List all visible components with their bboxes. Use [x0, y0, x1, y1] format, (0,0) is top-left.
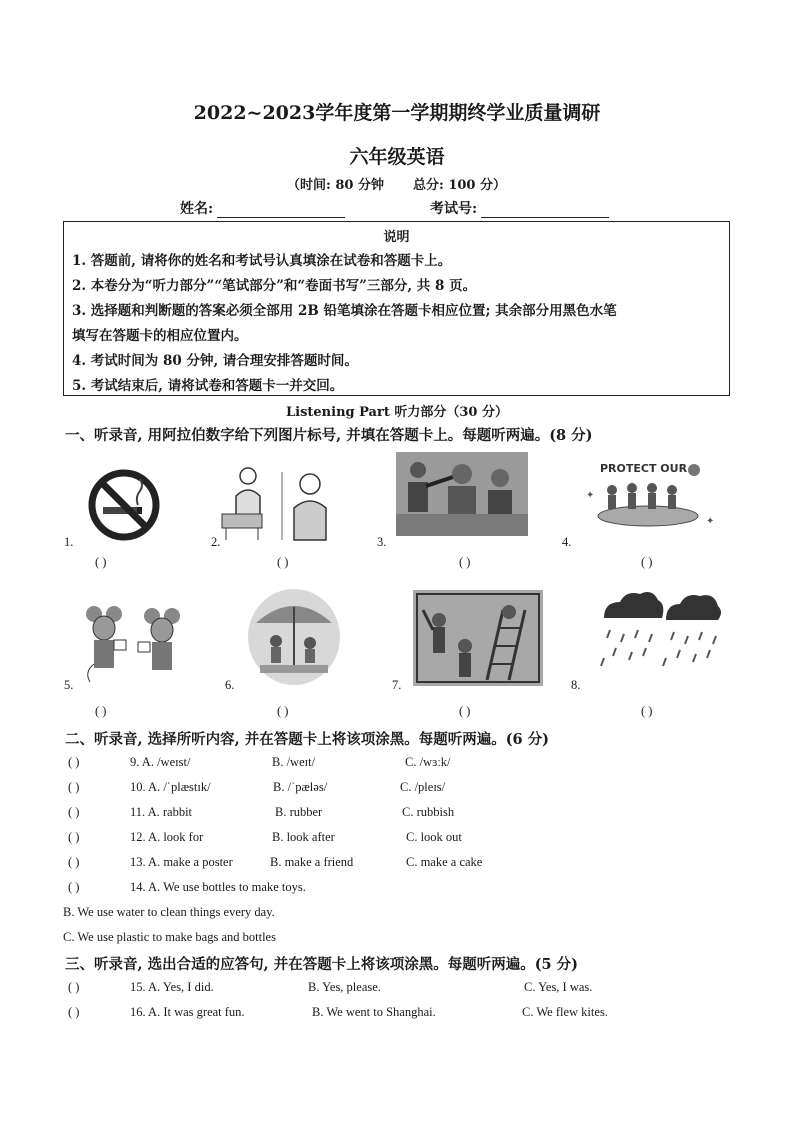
id-label: 考试号: — [430, 201, 478, 217]
option-b: B. Yes, please. — [308, 980, 381, 994]
option-a: 15. A. Yes, I did. — [130, 980, 214, 994]
option-a: 16. A. It was great fun. — [130, 1005, 245, 1019]
kids-under-umbrella-picture — [246, 587, 342, 687]
option-a: 14. A. We use bottles to make toys. — [130, 880, 306, 894]
option-c: C. /pleɪs/ — [400, 780, 446, 794]
option-a: 9. A. /weɪst/ — [130, 755, 191, 769]
name-field — [180, 198, 345, 218]
note-item: 5. 考试结束后, 请将试卷和答题卡一并交回。 — [72, 378, 344, 394]
listening-part-heading: Listening Part 听力部分（30 分） — [286, 405, 508, 420]
svg-text:✦: ✦ — [586, 490, 595, 501]
page-title: 2022~2023学年度第一学期期终学业质量调研 — [193, 102, 601, 124]
people-pointing-picture — [396, 452, 528, 536]
picture-number: 7. — [392, 678, 402, 692]
option-c: C. We use plastic to make bags and bottles — [63, 930, 276, 944]
answer-blank[interactable]: ( ) — [459, 555, 471, 569]
picture-number: 6. — [225, 678, 235, 692]
name-label: 姓名: — [180, 201, 214, 217]
protect-our-text: PROTECT OUR — [600, 462, 688, 475]
rain-clouds-picture — [596, 588, 724, 670]
picture-number: 1. — [64, 535, 74, 549]
time-info: （时间: 80 分钟 — [287, 178, 384, 193]
option-c: C. rubbish — [402, 805, 455, 819]
two-mice-picture — [80, 602, 184, 684]
note-item: 1. 答题前, 请将你的姓名和考试号认真填涂在试卷和答题卡上。 — [72, 253, 452, 269]
answer-blank[interactable]: ( ) — [68, 880, 80, 894]
answer-blank[interactable]: ( ) — [68, 855, 80, 869]
section1-instruction: 一、听录音, 用阿拉伯数字给下列图片标号, 并填在答题卡上。每题听两遍。(8 分) — [65, 427, 593, 444]
option-c: C. Yes, I was. — [524, 980, 593, 994]
answer-blank[interactable]: ( ) — [68, 980, 80, 994]
option-c: C. /wɜːk/ — [405, 755, 451, 769]
note-item: 4. 考试时间为 80 分钟, 请合理安排答题时间。 — [72, 353, 358, 369]
id-blank[interactable] — [481, 203, 609, 218]
answer-blank[interactable]: ( ) — [68, 755, 80, 769]
answer-blank[interactable]: ( ) — [641, 555, 653, 569]
name-blank[interactable] — [217, 203, 345, 218]
no-smoking-icon — [86, 467, 162, 543]
answer-blank[interactable]: ( ) — [95, 555, 107, 569]
note-item: 填写在答题卡的相应位置内。 — [72, 328, 248, 344]
subject-title: 六年级英语 — [349, 146, 445, 168]
instructions-heading: 说明 — [383, 230, 410, 245]
option-b: B. make a friend — [270, 855, 354, 869]
option-c: C. look out — [406, 830, 462, 844]
option-c: C. We flew kites. — [522, 1005, 608, 1019]
answer-blank[interactable]: ( ) — [95, 704, 107, 718]
note-item: 3. 选择题和判断题的答案必须全部用 2B 铅笔填涂在答题卡相应位置; 其余部分用黑色水笔 — [72, 303, 617, 319]
section3-instruction: 三、听录音, 选出合适的应答句, 并在答题卡上将该项涂黑。每题听两遍。(5 分) — [65, 956, 579, 973]
note-item: 2. 本卷分为“听力部分”“笔试部分”和“卷面书写”三部分, 共 8 页。 — [72, 278, 477, 294]
answer-blank[interactable]: ( ) — [641, 704, 653, 718]
option-a: 11. A. rabbit — [130, 805, 193, 819]
answer-blank[interactable]: ( ) — [277, 555, 289, 569]
people-on-ladder-picture — [413, 590, 543, 686]
picture-number: 8. — [571, 678, 581, 692]
protect-our-earth-picture — [582, 458, 720, 532]
answer-blank[interactable]: ( ) — [68, 805, 80, 819]
option-c: C. make a cake — [406, 855, 483, 869]
option-a: 10. A. /ˈplæstɪk/ — [130, 780, 211, 794]
answer-blank[interactable]: ( ) — [277, 704, 289, 718]
option-a: 12. A. look for — [130, 830, 204, 844]
answer-blank[interactable]: ( ) — [459, 704, 471, 718]
svg-text:✦: ✦ — [706, 516, 715, 527]
section2-instruction: 二、听录音, 选择所听内容, 并在答题卡上将该项涂黑。每题听两遍。(6 分) — [65, 731, 550, 748]
option-a: 13. A. make a poster — [130, 855, 233, 869]
option-b: B. We use water to clean things every day. — [63, 905, 275, 919]
id-field — [430, 198, 609, 218]
two-men-picture — [218, 462, 336, 542]
instructions-box — [63, 221, 730, 396]
option-b: B. look after — [272, 830, 335, 844]
option-b: B. /ˈpæləs/ — [273, 780, 328, 794]
answer-blank[interactable]: ( ) — [68, 780, 80, 794]
picture-number: 2. — [211, 535, 221, 549]
picture-number: 3. — [377, 535, 387, 549]
picture-number: 5. — [64, 678, 74, 692]
answer-blank[interactable]: ( ) — [68, 830, 80, 844]
answer-blank[interactable]: ( ) — [68, 1005, 80, 1019]
option-b: B. rubber — [275, 805, 323, 819]
picture-number: 4. — [562, 535, 572, 549]
option-b: B. /weɪt/ — [272, 755, 316, 769]
score-info: 总分: 100 分） — [413, 178, 506, 193]
option-b: B. We went to Shanghai. — [312, 1005, 436, 1019]
